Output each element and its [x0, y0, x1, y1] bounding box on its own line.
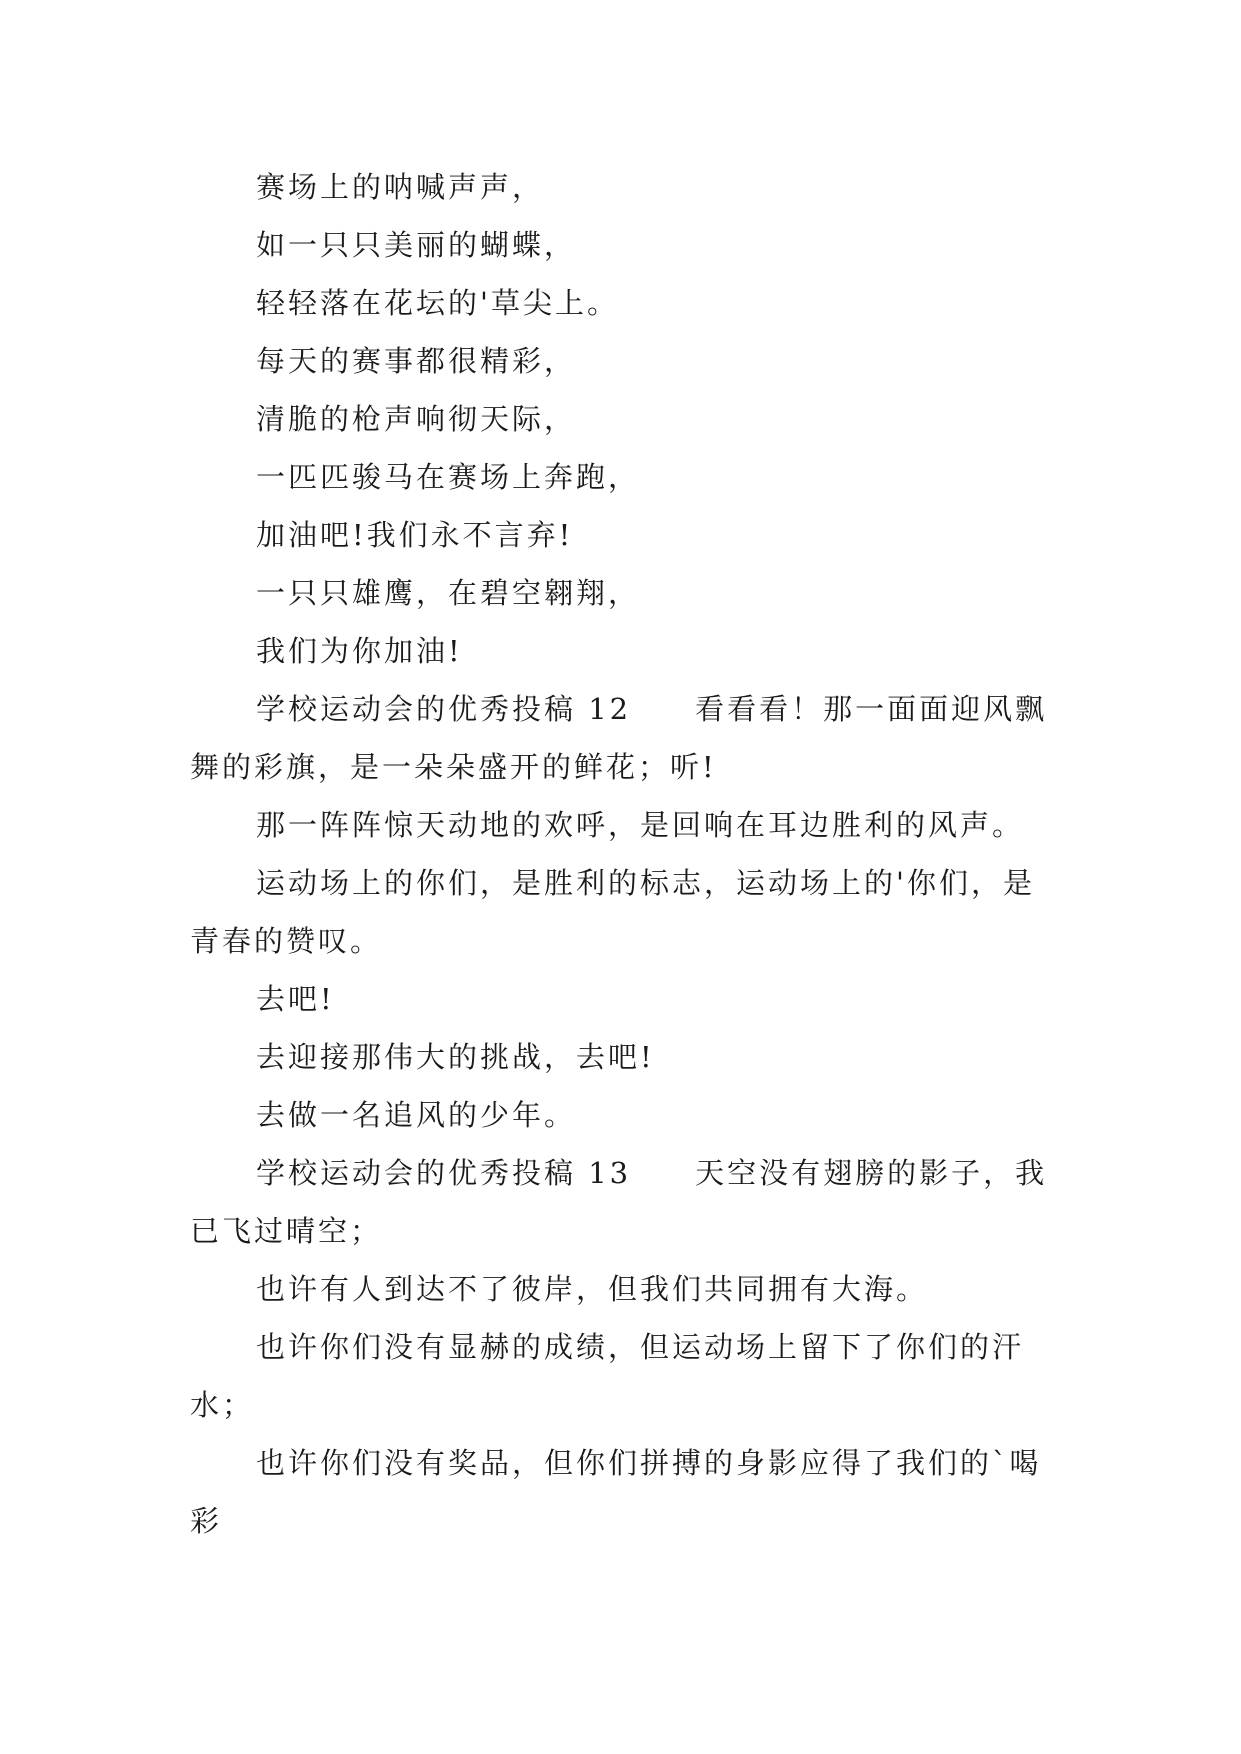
paragraph: 也许你们没有显赫的成绩，但运动场上留下了你们的汗水； [190, 1330, 1025, 1422]
paragraph: 也许有人到达不了彼岸，但我们共同拥有大海。 [256, 1272, 929, 1306]
paragraph: 每天的赛事都很精彩， [256, 344, 577, 378]
paragraph: 轻轻落在花坛的'草尖上。 [256, 286, 619, 320]
paragraph: 去做一名追风的少年。 [256, 1098, 577, 1132]
paragraph: 去迎接那伟大的挑战，去吧! [256, 1040, 655, 1074]
paragraph: 一匹匹骏马在赛场上奔跑， [256, 460, 641, 494]
paragraph: 去吧! [256, 982, 335, 1016]
paragraph: 清脆的枪声响彻天际， [256, 402, 577, 436]
paragraph: 那一阵阵惊天动地的欢呼，是回响在耳边胜利的风声。 [256, 808, 1025, 842]
paragraph: 学校运动会的优秀投稿 12 看看看！那一面面迎风飘舞的彩旗，是一朵朵盛开的鲜花；听! [190, 692, 1048, 784]
paragraph: 学校运动会的优秀投稿 13 天空没有翅膀的影子，我已飞过晴空； [190, 1156, 1048, 1248]
paragraph: 一只只雄鹰，在碧空翱翔， [256, 576, 641, 610]
paragraph: 赛场上的呐喊声声， [256, 170, 545, 204]
paragraph: 也许你们没有奖品，但你们拼搏的身影应得了我们的`喝彩 [190, 1446, 1042, 1538]
paragraph: 运动场上的你们，是胜利的标志，运动场上的'你们，是青春的赞叹。 [190, 866, 1035, 958]
paragraph: 如一只只美丽的蝴蝶， [256, 228, 577, 262]
paragraph: 我们为你加油! [256, 634, 463, 668]
document-body [190, 158, 1062, 1550]
paragraph: 加油吧!我们永不言弃! [256, 518, 574, 552]
